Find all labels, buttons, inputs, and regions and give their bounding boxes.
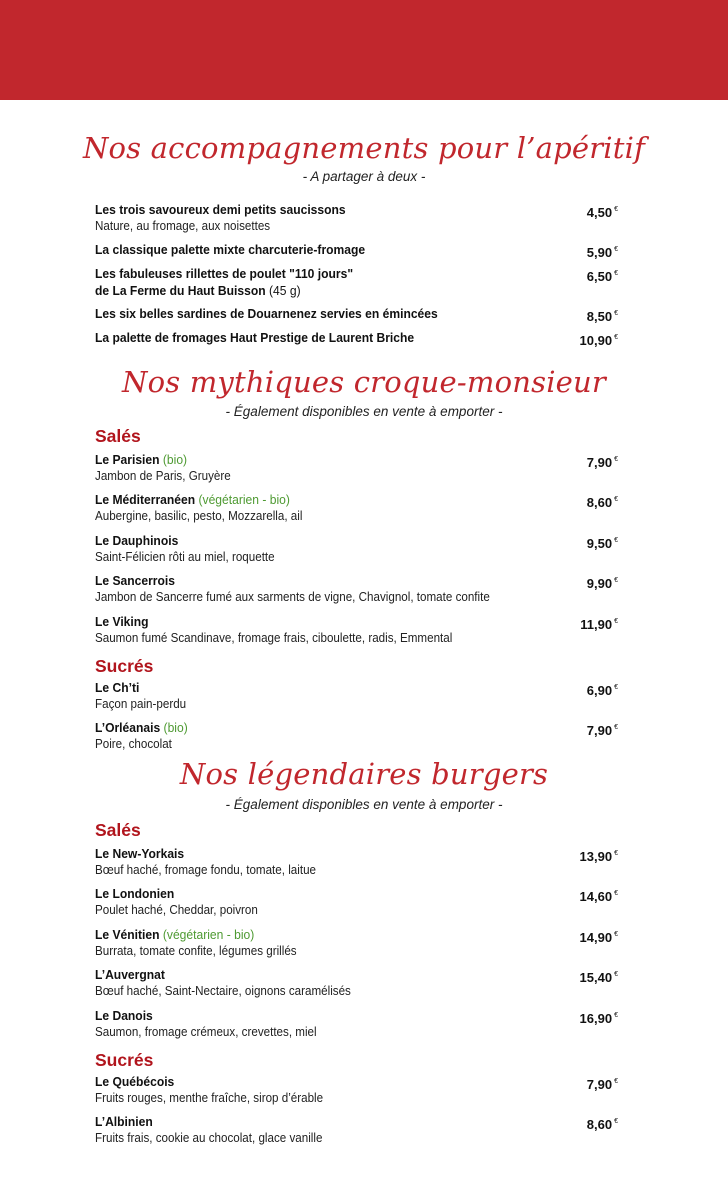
item-description: Aubergine, basilic, pesto, Mozzarella, ail <box>95 509 303 523</box>
item-price: 15,40 € <box>579 970 618 985</box>
item-price: 14,60 € <box>579 889 618 904</box>
burgers-title: Nos légendaires burgers <box>179 757 549 791</box>
item-description: Burrata, tomate confite, légumes grillés <box>95 944 297 958</box>
item-description: Bœuf haché, fromage fondu, tomate, laitue <box>95 863 317 877</box>
item-name: Le Québécois <box>95 1074 175 1089</box>
item-description: Fruits frais, cookie au chocolat, glace vanille <box>95 1131 323 1145</box>
burgers-sales-header: Salés <box>95 820 141 840</box>
item-tag: (végétarien - bio) <box>198 492 290 507</box>
menu-item <box>95 265 625 299</box>
menu-item <box>95 329 625 346</box>
item-price: 8,60 € <box>586 1117 618 1132</box>
item-name: Le Viking <box>95 614 149 629</box>
menu-item <box>95 572 625 605</box>
item-price: 14,90 € <box>579 930 618 945</box>
item-price: 7,90 € <box>586 723 618 738</box>
croque-subtitle: - Également disponibles en vente à emporter - <box>225 404 503 419</box>
menu-item <box>95 532 625 565</box>
item-name: Les fabuleuses rillettes de poulet "110 jours" <box>95 266 354 281</box>
item-price: 4,50 € <box>586 205 618 220</box>
item-price: 7,90 € <box>586 1077 618 1092</box>
aperitif-title: Nos accompagnements pour l’apéritif <box>82 131 646 165</box>
item-price: 6,90 € <box>586 683 618 698</box>
item-tag: (végétarien - bio) <box>162 927 255 942</box>
menu-item <box>95 613 625 646</box>
item-price: 7,90 € <box>586 455 618 470</box>
item-price: 16,90 € <box>579 1011 618 1026</box>
menu-item <box>95 491 625 524</box>
menu-item <box>95 966 625 999</box>
menu-item <box>95 885 625 918</box>
item-tag: (bio) <box>163 720 188 735</box>
item-price: 5,90 € <box>586 245 618 260</box>
item-description: Saumon, fromage crémeux, crevettes, miel <box>95 1025 317 1039</box>
item-name: Les six belles sardines de Douarnenez servies en émincées <box>95 306 438 321</box>
menu-item <box>95 305 625 322</box>
item-description: Saint-Félicien rôti au miel, roquette <box>95 550 275 564</box>
item-name: Le Parisien (bio) <box>95 452 188 467</box>
item-name: Le Londonien <box>95 886 175 901</box>
item-description: Poulet haché, Cheddar, poivron <box>95 903 258 917</box>
item-description: Nature, au fromage, aux noisettes <box>95 219 271 233</box>
item-description: Saumon fumé Scandinave, fromage frais, ciboulette, radis, Emmental <box>95 631 453 645</box>
item-price: 9,90 € <box>586 576 618 591</box>
menu-item <box>95 201 625 234</box>
menu-item <box>95 845 625 878</box>
item-description: Jambon de Sancerre fumé aux sarments de vigne, Chavignol, tomate confite <box>95 590 490 604</box>
item-price: 8,50 € <box>586 309 618 324</box>
menu-item <box>95 679 625 712</box>
item-description: Fruits rouges, menthe fraîche, sirop d’érable <box>95 1091 324 1105</box>
item-price: 6,50 € <box>586 269 618 284</box>
item-name: L’Auvergnat <box>95 967 165 982</box>
menu-item <box>95 241 625 258</box>
item-name: L’Albinien <box>95 1114 153 1129</box>
item-name: Le New-Yorkais <box>95 846 185 861</box>
item-description: Façon pain-perdu <box>95 697 187 711</box>
menu-item <box>95 926 625 959</box>
top-red-band <box>0 0 728 100</box>
menu-item <box>95 1007 625 1040</box>
croque-sales-header: Salés <box>95 426 141 446</box>
menu-item <box>95 719 625 752</box>
item-name-line2: de La Ferme du Haut Buisson (45 g) <box>95 283 301 298</box>
menu-item <box>95 1113 625 1146</box>
item-price: 8,60 € <box>586 495 618 510</box>
menu-item <box>95 451 625 484</box>
item-name: Le Vénitien (végétarien - bio) <box>95 927 255 942</box>
item-name: Le Sancerrois <box>95 573 175 588</box>
aperitif-subtitle: - A partager à deux - <box>302 169 426 184</box>
item-price: 13,90 € <box>579 849 618 864</box>
item-name: L’Orléanais (bio) <box>95 720 188 735</box>
item-price: 10,90 € <box>579 333 618 348</box>
croque-sucres-header: Sucrés <box>95 656 154 676</box>
item-description: Poire, chocolat <box>95 737 172 751</box>
item-name: La palette de fromages Haut Prestige de Laurent Briche <box>95 330 415 345</box>
item-name: Les trois savoureux demi petits saucissons <box>95 202 346 217</box>
item-name: Le Dauphinois <box>95 533 179 548</box>
item-name: Le Danois <box>95 1008 153 1023</box>
burgers-sucres-header: Sucrés <box>95 1050 154 1070</box>
item-price: 9,50 € <box>586 536 618 551</box>
item-description: Bœuf haché, Saint-Nectaire, oignons caramélisés <box>95 984 351 998</box>
item-price: 11,90 € <box>580 617 618 632</box>
menu-item <box>95 1073 625 1106</box>
croque-title: Nos mythiques croque-monsieur <box>122 365 606 399</box>
burgers-subtitle: - Également disponibles en vente à emporter - <box>225 797 503 812</box>
item-name: La classique palette mixte charcuterie-fromage <box>95 242 366 257</box>
item-name: Le Méditerranéen (végétarien - bio) <box>95 492 290 507</box>
item-name: Le Ch’ti <box>95 680 140 695</box>
item-tag: (bio) <box>162 452 188 467</box>
item-description: Jambon de Paris, Gruyère <box>95 469 231 483</box>
